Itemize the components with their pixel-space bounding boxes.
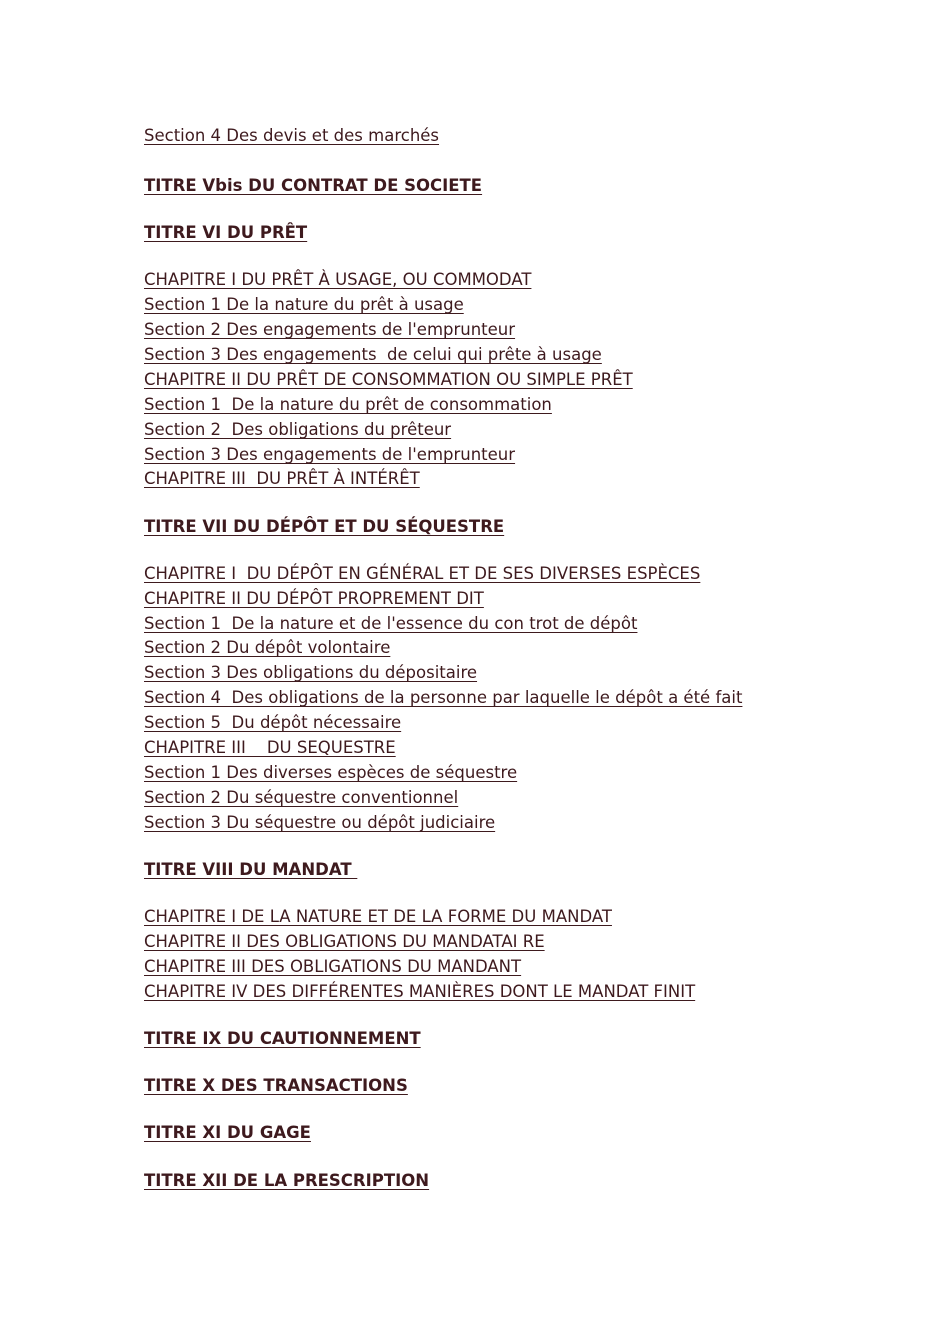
- toc-link-chapitre[interactable]: CHAPITRE III DU SEQUESTRE: [144, 738, 396, 757]
- toc-link-titre[interactable]: TITRE VII DU DÉPÔT ET DU SÉQUESTRE: [144, 517, 505, 536]
- toc-link-chapitre[interactable]: CHAPITRE IV DES DIFFÉRENTES MANIÈRES DONT LE MANDAT FINIT: [144, 982, 696, 1001]
- toc-link-titre[interactable]: TITRE XII DE LA PRESCRIPTION: [144, 1171, 430, 1190]
- toc-link-chapitre[interactable]: CHAPITRE III DES OBLIGATIONS DU MANDANT: [144, 957, 522, 976]
- toc-link-section[interactable]: Section 3 Des engagements de celui qui prête à usage: [144, 345, 602, 364]
- toc-link-chapitre[interactable]: CHAPITRE II DES OBLIGATIONS DU MANDATAI RE: [144, 932, 545, 951]
- toc-link-chapitre[interactable]: CHAPITRE III DU PRÊT À INTÉRÊT: [144, 469, 420, 488]
- toc-link-titre[interactable]: TITRE VIII DU MANDAT: [144, 860, 358, 879]
- toc-link-section[interactable]: Section 5 Du dépôt nécessaire: [144, 713, 402, 732]
- toc-link-chapitre[interactable]: CHAPITRE II DU DÉPÔT PROPREMENT DIT: [144, 589, 484, 608]
- toc-link-titre[interactable]: TITRE X DES TRANSACTIONS: [144, 1076, 408, 1095]
- toc-link-titre[interactable]: TITRE VI DU PRÊT: [144, 223, 308, 242]
- toc-link-section[interactable]: Section 4 Des devis et des marchés: [144, 126, 440, 145]
- toc-link-section[interactable]: Section 1 Des diverses espèces de séquestre: [144, 763, 518, 782]
- toc-link-chapitre[interactable]: CHAPITRE II DU PRÊT DE CONSOMMATION OU SIMPLE PRÊT: [144, 370, 633, 389]
- toc-link-section[interactable]: Section 1 De la nature et de l'essence du con trot de dépôt: [144, 614, 638, 633]
- toc-link-section[interactable]: Section 3 Des obligations du dépositaire: [144, 663, 478, 682]
- toc-link-titre[interactable]: TITRE IX DU CAUTIONNEMENT: [144, 1029, 421, 1048]
- toc-link-section[interactable]: Section 3 Du séquestre ou dépôt judiciaire: [144, 813, 496, 832]
- toc-link-chapitre[interactable]: CHAPITRE I DE LA NATURE ET DE LA FORME DU MANDAT: [144, 907, 612, 926]
- toc-link-section[interactable]: Section 2 Du séquestre conventionnel: [144, 788, 459, 807]
- toc-link-section[interactable]: Section 2 Des obligations du prêteur: [144, 420, 452, 439]
- toc-link-section[interactable]: Section 2 Des engagements de l'emprunteur: [144, 320, 516, 339]
- toc-link-section[interactable]: Section 3 Des engagements de l'emprunteur: [144, 445, 516, 464]
- toc-link-chapitre[interactable]: CHAPITRE I DU DÉPÔT EN GÉNÉRAL ET DE SES DIVERSES ESPÈCES: [144, 564, 701, 583]
- toc-link-section[interactable]: Section 1 De la nature du prêt à usage: [144, 295, 464, 314]
- toc-link-section[interactable]: Section 1 De la nature du prêt de consommation: [144, 395, 552, 414]
- toc-link-titre[interactable]: TITRE XI DU GAGE: [144, 1123, 311, 1142]
- toc-link-section[interactable]: Section 2 Du dépôt volontaire: [144, 638, 391, 657]
- toc-link-titre[interactable]: TITRE Vbis DU CONTRAT DE SOCIETE: [144, 176, 483, 195]
- toc-link-chapitre[interactable]: CHAPITRE I DU PRÊT À USAGE, OU COMMODAT: [144, 270, 532, 289]
- toc-link-section[interactable]: Section 4 Des obligations de la personne par laquelle le dépôt a été fait: [144, 688, 743, 707]
